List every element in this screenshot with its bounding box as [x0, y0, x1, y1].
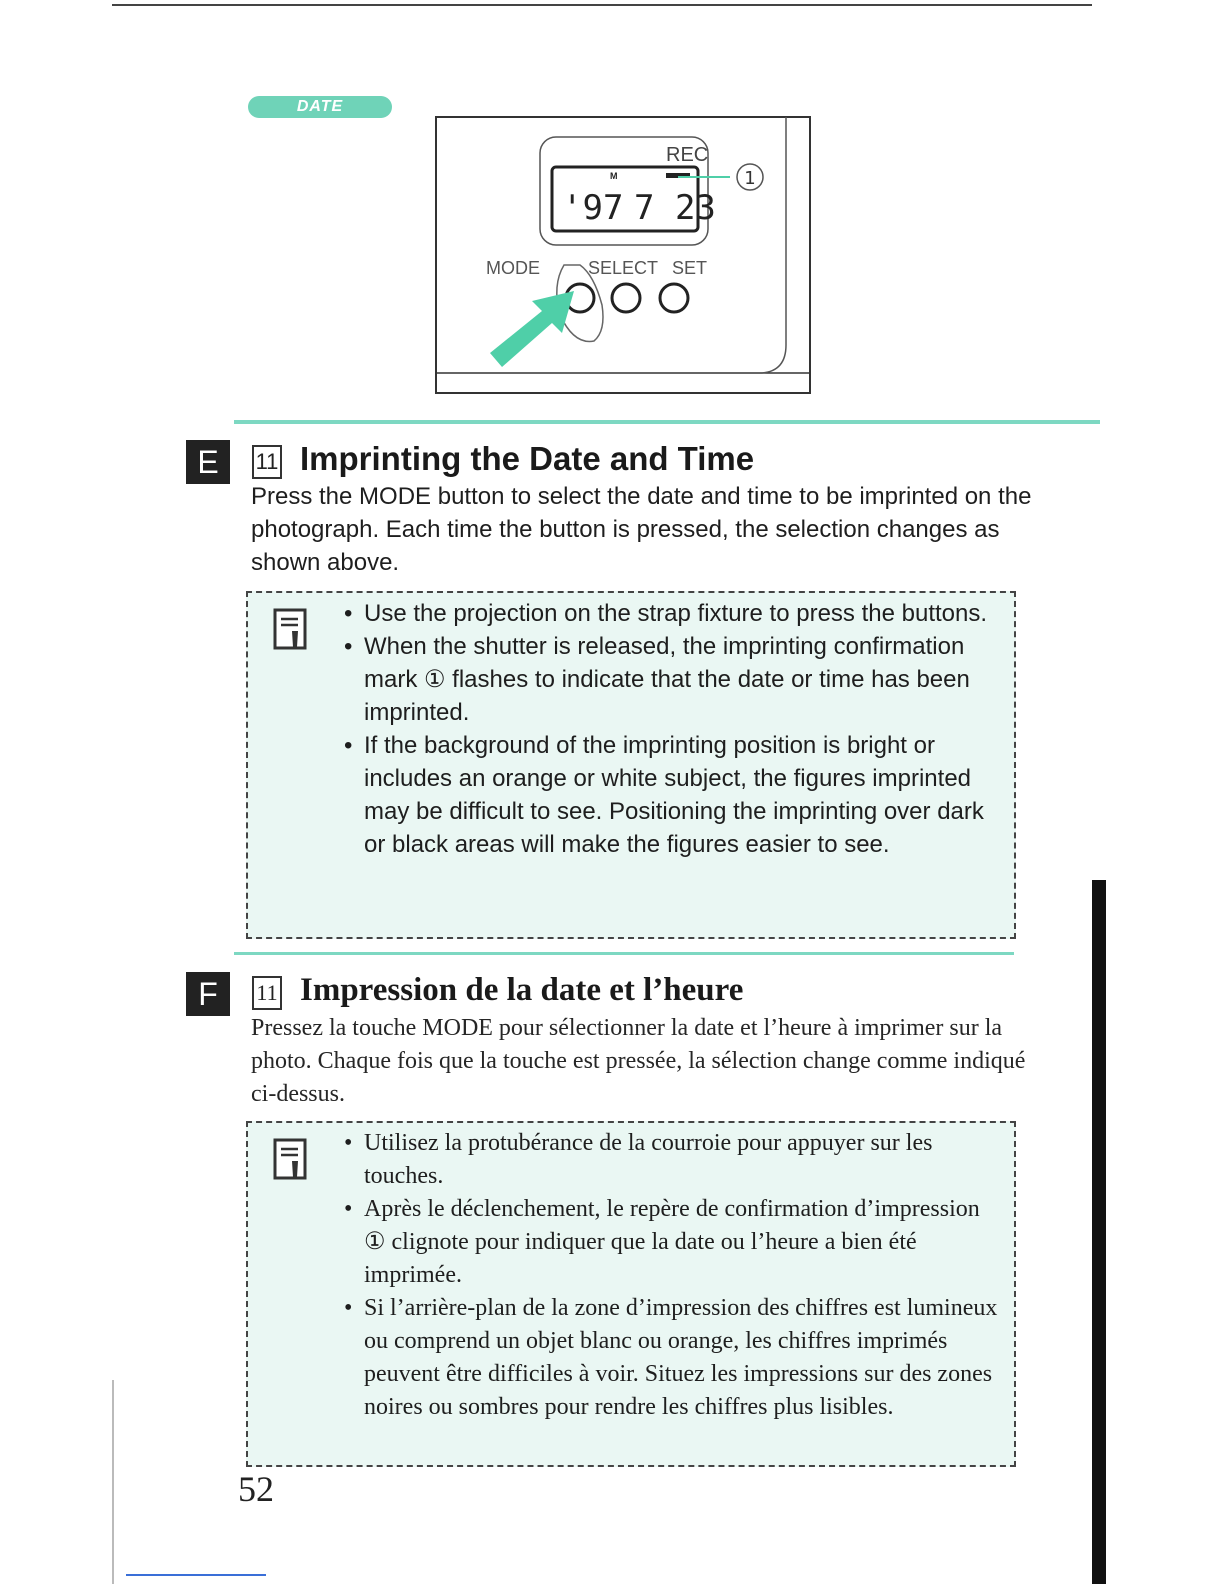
note-box-english	[246, 591, 1016, 939]
note-item: • Si l’arrière-plan de la zone d’impression des chiffres est lumineux ou comprend un objet blanc ou orange, les chiffres imprimés peuvent être difficiles à voir. Situez les impressions sur des zones noires ou sombres pour rendre les chiffres plus lisibles.	[344, 1292, 1004, 1424]
page-number: 52	[238, 1469, 274, 1509]
select-button	[612, 284, 640, 312]
camera-date-panel-diagram	[434, 115, 816, 397]
set-button	[660, 284, 688, 312]
notes-list-english	[344, 597, 1004, 861]
select-label: SELECT	[588, 258, 659, 278]
lcd-date: 7 23	[634, 188, 716, 228]
section-title-english: Imprinting the Date and Time	[300, 440, 755, 477]
set-label: SET	[672, 258, 708, 278]
mode-label: MODE	[486, 258, 540, 278]
callout-number: 1	[744, 168, 756, 189]
section-divider	[234, 420, 1100, 424]
left-edge	[112, 1380, 114, 1584]
note-item: • Utilisez la protubérance de la courroie pour appuyer sur les touches.	[344, 1127, 1004, 1193]
body-text-french: Pressez la touche MODE pour sélectionner la date et l’heure à imprimer sur la photo. Chaque fois que la touche est pressée, la sélection change comme indiqué ci-dessus.	[251, 1015, 1026, 1107]
note-item: • Use the projection on the strap fixture to press the buttons.	[344, 597, 1004, 630]
section-divider	[234, 952, 1014, 955]
section-number: 11	[252, 976, 282, 1010]
note-box-french	[246, 1121, 1016, 1467]
bottom-line	[126, 1574, 266, 1576]
rec-label: REC	[666, 144, 709, 166]
page-edge-shadow	[1092, 880, 1106, 1584]
section-title-french: Impression de la date et l’heure	[300, 972, 744, 1008]
note-item: • When the shutter is released, the imprinting confirmation mark ① flashes to indicate that the date or time has been imprinted.	[344, 630, 1004, 729]
notes-list-french	[344, 1127, 1004, 1424]
top-rule	[112, 4, 1092, 6]
memo-icon	[272, 607, 312, 651]
language-badge-english: E	[186, 440, 230, 484]
body-text-english: Press the MODE button to select the date and time to be imprinted on the photograph. Each time the button is pressed, the selection changes as shown above.	[251, 483, 1032, 576]
note-item: • Après le déclenchement, le repère de confirmation d’impression ① clignote pour indiquer que la date ou l’heure a bien été imprimée.	[344, 1193, 1004, 1292]
memo-icon	[272, 1137, 312, 1181]
note-item: • If the background of the imprinting position is bright or includes an orange or white subject, the figures imprinted may be difficult to see. Positioning the imprinting over dark or black areas will make the figures easier to see.	[344, 729, 1004, 861]
language-badge-french: F	[186, 972, 230, 1016]
lcd-year: '97	[562, 188, 624, 228]
date-tab: DATE	[248, 96, 392, 118]
section-number: 11	[252, 445, 282, 479]
lcd-m-label: M	[610, 171, 618, 181]
